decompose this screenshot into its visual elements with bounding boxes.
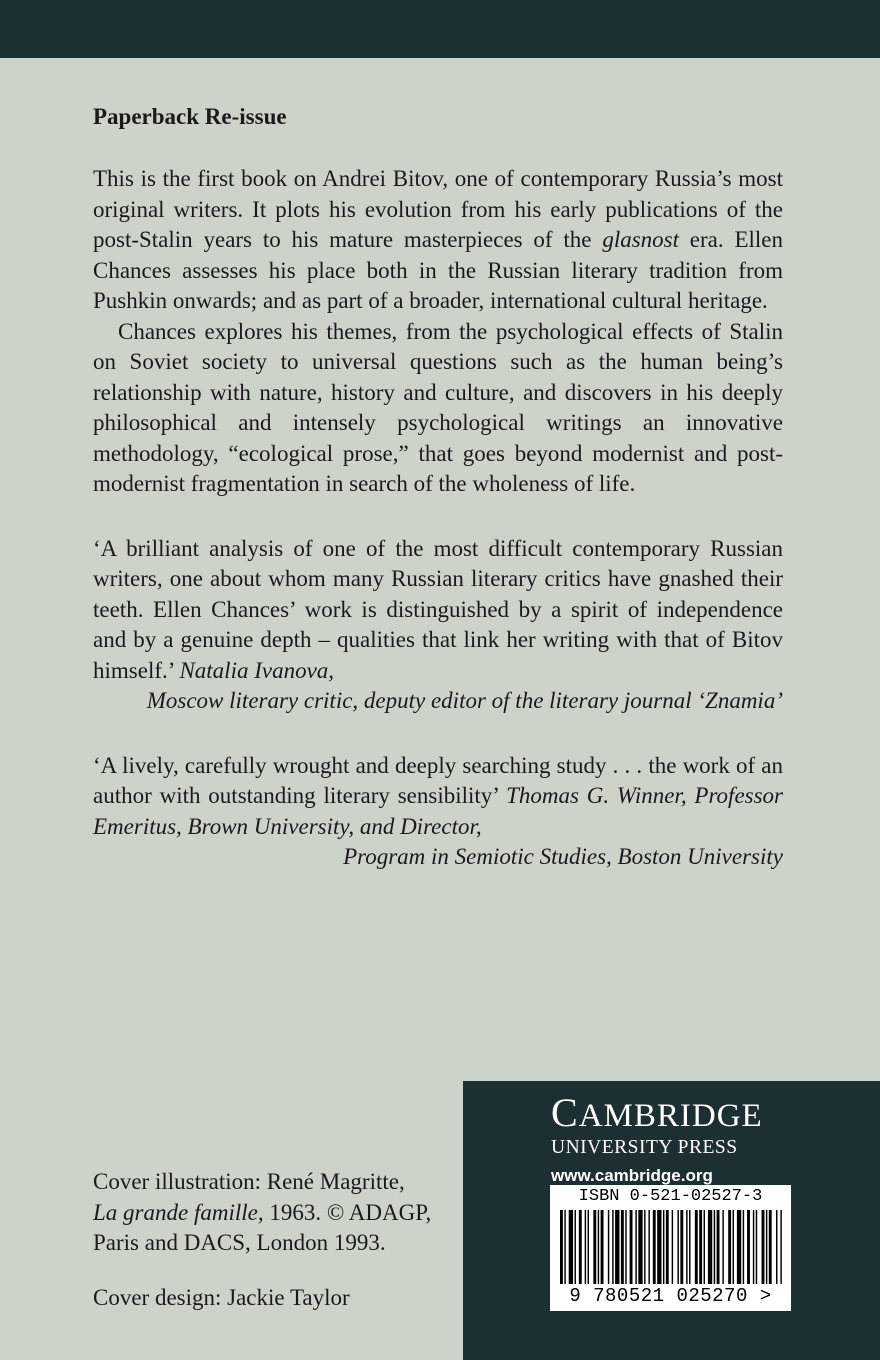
barcode-bar <box>769 1210 772 1284</box>
barcode-bar <box>560 1210 563 1284</box>
quote-text: ‘A lively, carefully wrought and deeply searching study . . . the work of an author with outstanding literary sensibility’ <box>93 752 783 808</box>
publisher-panel <box>463 1081 880 1360</box>
quote-attribution-detail: Moscow literary critic, deputy editor of the literary journal ‘Znamia’ <box>146 688 783 713</box>
barcode-bar <box>569 1210 573 1284</box>
illustration-credit: Cover illustration: René Magritte, La grande famille, 1963. © ADAGP, Paris and DACS, London 1993. <box>93 1169 432 1255</box>
barcode-bar <box>747 1210 750 1284</box>
quote-attribution-detail: Program in Semiotic Studies, Boston University <box>343 844 783 869</box>
barcode-bar <box>756 1210 757 1284</box>
barcode-bar <box>717 1210 720 1284</box>
barcode-bar <box>598 1210 599 1284</box>
barcode-bar <box>575 1210 576 1284</box>
barcode-bar <box>648 1210 649 1284</box>
barcode-bar <box>733 1210 734 1284</box>
publisher-logo: CAMBRIDGE <box>551 1090 763 1135</box>
barcode-bar <box>621 1210 624 1284</box>
barcode-bar <box>686 1210 687 1284</box>
barcode-bar <box>644 1210 645 1284</box>
barcode-bar <box>708 1210 712 1284</box>
blurb <box>93 164 783 500</box>
barcode-bar <box>657 1210 661 1284</box>
barcode-bar <box>564 1210 565 1284</box>
barcode-bar <box>762 1210 765 1284</box>
barcode-bar <box>699 1210 702 1284</box>
barcode-bar <box>666 1210 669 1284</box>
quote-attribution: Natalia Ivanova, <box>179 657 335 683</box>
publisher-url: www.cambridge.org <box>551 1166 713 1185</box>
barcode-bar <box>638 1210 642 1284</box>
barcode-bar <box>653 1210 656 1284</box>
blurb-paragraph-2: Chances explores his themes, from the psychological effects of Stalin on Soviet society to universal questions such as the human being’s relationship with nature, history and culture, and discovers in his deeply philosophical and intensely psychological writings an innovative methodology, “ecological prose,” that goes beyond modernist and post-modernist fragmentation in search of the wholeness of life. <box>93 318 783 496</box>
barcode-bar <box>635 1210 636 1284</box>
barcode-bar <box>728 1210 731 1284</box>
barcode-bar <box>630 1210 633 1284</box>
barcode-bar <box>689 1210 690 1284</box>
heading: Paperback Re-issue <box>93 104 287 129</box>
barcode-bar <box>780 1210 781 1284</box>
barcode-bar <box>743 1210 744 1284</box>
design-credit: Cover design: Jackie Taylor <box>93 1284 350 1310</box>
cover-credits <box>93 1167 453 1313</box>
barcode-bar <box>601 1210 604 1284</box>
barcode-label <box>550 1185 791 1311</box>
barcode-bar <box>677 1210 678 1284</box>
barcode-bar <box>704 1210 705 1284</box>
barcode-bar <box>695 1210 698 1284</box>
ean-number: 9 780521 025270 > <box>569 1285 772 1307</box>
barcode-bar <box>722 1210 723 1284</box>
barcode-bar <box>766 1210 767 1284</box>
barcode-bar <box>612 1210 613 1284</box>
barcode-bar <box>776 1210 777 1284</box>
review-quote-1 <box>93 534 783 717</box>
barcode-bar <box>608 1210 609 1284</box>
barcode-bar <box>672 1210 673 1284</box>
barcode-bar <box>588 1210 589 1284</box>
publisher-subtitle: UNIVERSITY PRESS <box>551 1137 738 1158</box>
quote-text: ‘A brilliant analysis of one of the most difficult contemporary Russian writers, one about whom many Russian literary critics have gnashed their teeth. Ellen Chances’ work is distinguished by a spirit of independence and by a genuine depth – qualities that link her writing with that of Bitov himself.’ <box>93 535 783 683</box>
barcode-bar <box>753 1210 754 1284</box>
barcode-bar <box>714 1210 715 1284</box>
barcode-bar <box>663 1210 664 1284</box>
barcode-bar <box>615 1210 619 1284</box>
barcode-bar <box>737 1210 741 1284</box>
barcode-bar <box>593 1210 596 1284</box>
back-cover-text <box>93 104 783 873</box>
blurb-paragraph-1: This is the first book on Andrei Bitov, one of contemporary Russia’s most original writers. It plots his evolution from his early publications of the post-Stalin years to his mature masterpieces of the glasnost era. Ellen Chances assesses his place both in the Russian literary tradition from Pushkin onwards; and as part of a broader, international cultural heritage. <box>93 166 783 313</box>
barcode-bar <box>579 1210 582 1284</box>
barcode-bars <box>556 1210 785 1284</box>
barcode-bar <box>585 1210 586 1284</box>
quote-attribution: Thomas G. Winner, Professor Emeritus, Brown University, and Director, <box>93 783 784 839</box>
review-quote-2 <box>93 751 783 873</box>
isbn-number: ISBN 0-521-02527-3 <box>578 1187 763 1206</box>
top-band <box>0 0 880 58</box>
barcode-bar <box>625 1210 626 1284</box>
barcode-bar <box>680 1210 683 1284</box>
